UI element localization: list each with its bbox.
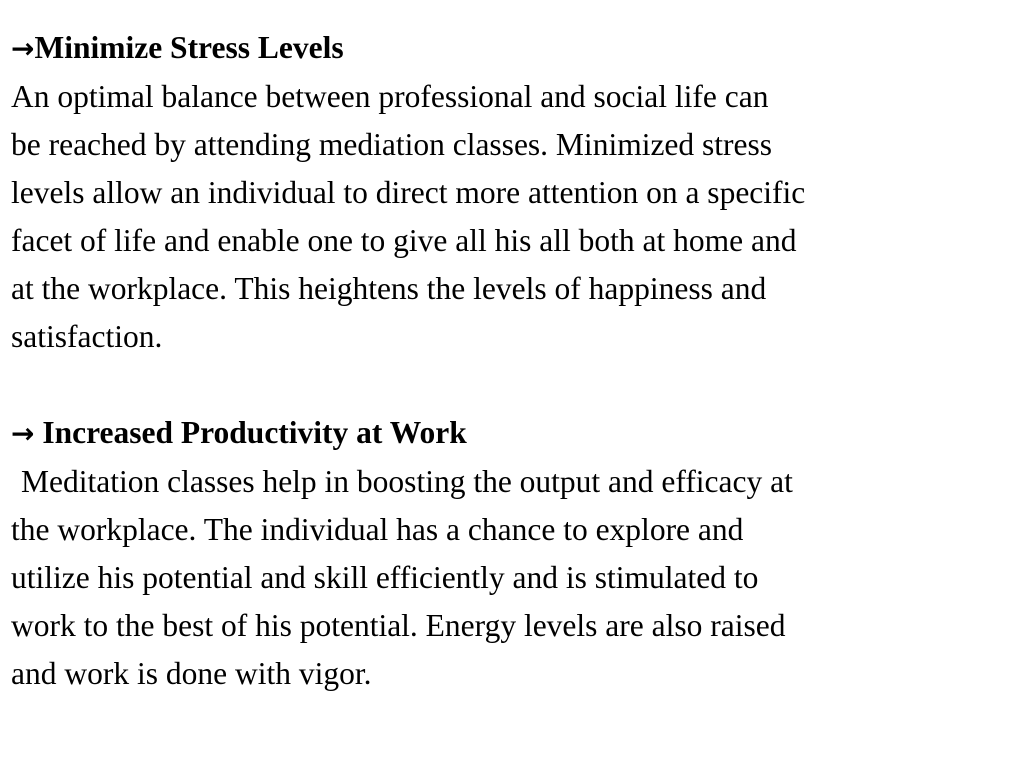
arrow-right-icon: → (11, 417, 35, 450)
heading-text: Minimize Stress Levels (34, 30, 344, 65)
section-spacer (11, 361, 1014, 409)
heading-text: Increased Productivity at Work (42, 415, 467, 450)
paragraph-line: work to the best of his potential. Energy levels are also raised (11, 608, 786, 643)
paragraph-line: at the workplace. This heightens the levels of happiness and (11, 271, 767, 306)
section-minimize-stress (11, 24, 1014, 361)
paragraph-line: be reached by attending mediation classes. Minimized stress (11, 127, 773, 162)
paragraph-line: levels allow an individual to direct more attention on a specific (11, 175, 806, 210)
paragraph-line: satisfaction. (11, 319, 163, 354)
section-heading (11, 409, 1014, 458)
paragraph-line: utilize his potential and skill efficiently and is stimulated to (11, 560, 759, 595)
paragraph-line: An optimal balance between professional and social life can (11, 79, 769, 114)
section-heading (11, 24, 1014, 73)
paragraph-line: the workplace. The individual has a chance to explore and (11, 512, 744, 547)
section-increased-productivity (11, 409, 1014, 698)
paragraph-line: and work is done with vigor. (11, 656, 372, 691)
arrow-right-icon: → (11, 32, 35, 65)
paragraph-line: Meditation classes help in boosting the output and efficacy at (21, 464, 793, 499)
paragraph-line: facet of life and enable one to give all his all both at home and (11, 223, 797, 258)
